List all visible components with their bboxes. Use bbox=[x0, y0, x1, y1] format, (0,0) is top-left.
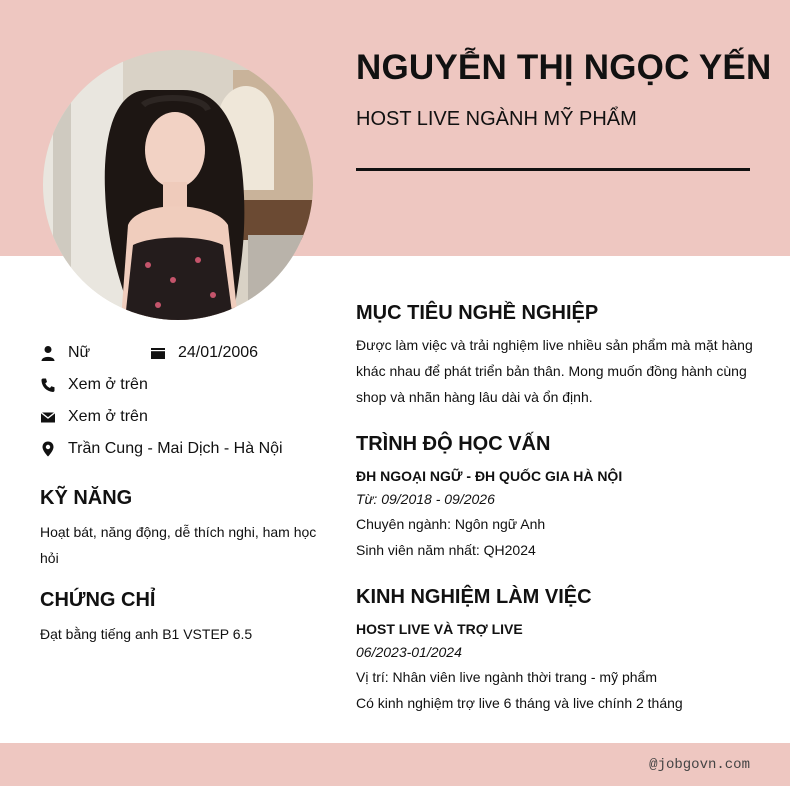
title-divider bbox=[356, 168, 750, 171]
objective-heading: MỤC TIÊU NGHỀ NGHIỆP bbox=[356, 302, 599, 324]
education-period: Từ: 09/2018 - 09/2026 bbox=[356, 491, 495, 507]
birthday-row bbox=[150, 344, 258, 362]
email-row bbox=[40, 408, 148, 426]
skills-text: Hoạt bát, năng động, dễ thích nghi, ham học hỏi bbox=[40, 524, 317, 566]
watermark: @jobgovn.com bbox=[649, 757, 750, 773]
experience-detail: Có kinh nghiệm trợ live 6 tháng và live chính 2 tháng bbox=[356, 695, 683, 711]
certificates-heading: CHỨNG CHỈ bbox=[40, 589, 156, 611]
experience-period: 06/2023-01/2024 bbox=[356, 644, 462, 660]
experience-position: Vị trí: Nhân viên live ngành thời trang - mỹ phẩm bbox=[356, 669, 657, 685]
experience-title: HOST LIVE VÀ TRỢ LIVE bbox=[356, 621, 523, 637]
experience-heading: KINH NGHIỆM LÀM VIỆC bbox=[356, 586, 592, 608]
location-pin-icon bbox=[40, 441, 56, 457]
phone-row bbox=[40, 376, 148, 394]
address-row bbox=[40, 440, 283, 458]
phone-value: Xem ở trên bbox=[68, 376, 148, 393]
address-value: Trần Cung - Mai Dịch - Hà Nội bbox=[68, 440, 283, 457]
gender-value: Nữ bbox=[68, 344, 91, 361]
skills-heading: KỸ NĂNG bbox=[40, 487, 133, 509]
education-heading: TRÌNH ĐỘ HỌC VẤN bbox=[356, 433, 551, 455]
objective-text: Được làm việc và trải nghiệm live nhiều sản phẩm mà mặt hàng khác nhau để phát triển bản thân. Mong muốn đồng hành cùng shop và nhãn hàng lâu dài và ổn định. bbox=[356, 337, 753, 405]
envelope-icon bbox=[40, 409, 56, 425]
email-value: Xem ở trên bbox=[68, 408, 148, 425]
person-icon bbox=[40, 345, 56, 361]
calendar-icon bbox=[150, 345, 166, 361]
birthday-value: 24/01/2006 bbox=[178, 344, 259, 361]
job-title: HOST LIVE NGÀNH MỸ PHẨM bbox=[356, 108, 637, 130]
education-school: ĐH NGOẠI NGỮ - ĐH QUỐC GIA HÀ NỘI bbox=[356, 468, 623, 484]
education-major: Chuyên ngành: Ngôn ngữ Anh bbox=[356, 516, 546, 532]
gender-row bbox=[40, 344, 90, 362]
candidate-name: NGUYỄN THỊ NGỌC YẾN bbox=[356, 48, 772, 87]
portrait-photo-icon bbox=[43, 50, 313, 320]
avatar bbox=[43, 50, 313, 320]
phone-icon bbox=[40, 377, 56, 393]
education-year: Sinh viên năm nhất: QH2024 bbox=[356, 542, 536, 558]
certificates-text: Đạt bằng tiếng anh B1 VSTEP 6.5 bbox=[40, 626, 253, 642]
